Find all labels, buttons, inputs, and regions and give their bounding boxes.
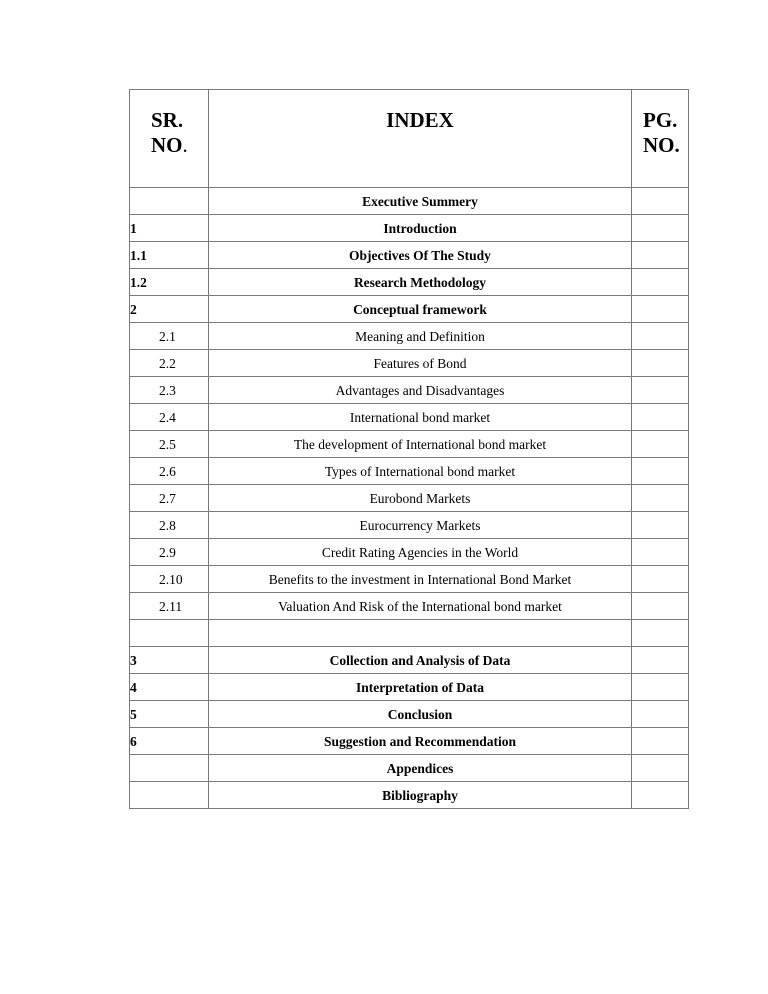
sr-number-cell [130,188,209,215]
sr-header-no: NO [151,133,183,157]
sr-number-cell: 2.3 [130,377,209,404]
sr-number-cell: 2 [130,296,209,323]
sr-number-cell: 2.8 [130,512,209,539]
page-number-cell [632,431,689,458]
page-number-cell [632,323,689,350]
index-title-cell: Appendices [209,755,632,782]
page-number-cell [632,674,689,701]
sr-number-cell: 2.4 [130,404,209,431]
page-number-cell [632,242,689,269]
table-row [130,323,689,350]
sr-number-cell: 5 [130,701,209,728]
table-row [130,377,689,404]
table-row [130,620,689,647]
table-row [130,701,689,728]
sr-header-dot: . [182,133,188,157]
index-title-cell: Types of International bond market [209,458,632,485]
sr-no-header [130,90,209,188]
sr-number-cell: 2.11 [130,593,209,620]
page-number-cell [632,728,689,755]
page-number-cell [632,485,689,512]
index-title-cell: Eurocurrency Markets [209,512,632,539]
table-row [130,188,689,215]
sr-number-cell [130,620,209,647]
pg-header-line2: NO. [643,133,680,157]
page-number-cell [632,647,689,674]
table-row [130,674,689,701]
index-title-cell: Suggestion and Recommendation [209,728,632,755]
index-title-cell [209,620,632,647]
table-row [130,593,689,620]
index-title-cell: Features of Bond [209,350,632,377]
table-row [130,755,689,782]
sr-number-cell: 2.2 [130,350,209,377]
index-title-cell: Conceptual framework [209,296,632,323]
index-title-cell: Conclusion [209,701,632,728]
page-number-cell [632,512,689,539]
index-title-cell: The development of International bond market [209,431,632,458]
page-number-cell [632,377,689,404]
page-number-cell [632,458,689,485]
table-row [130,269,689,296]
sr-number-cell [130,782,209,809]
page-number-cell [632,755,689,782]
sr-number-cell: 4 [130,674,209,701]
pg-no-header [632,90,689,188]
table-row [130,539,689,566]
index-title-cell: Objectives Of The Study [209,242,632,269]
sr-number-cell: 2.1 [130,323,209,350]
index-table [129,89,689,809]
index-title-cell: International bond market [209,404,632,431]
page-number-cell [632,620,689,647]
table-row [130,404,689,431]
table-header-row [130,90,689,188]
sr-number-cell: 1.2 [130,269,209,296]
page-number-cell [632,404,689,431]
index-title-cell: Collection and Analysis of Data [209,647,632,674]
sr-number-cell: 2.6 [130,458,209,485]
table-row [130,458,689,485]
table-row [130,350,689,377]
sr-number-cell: 1 [130,215,209,242]
table-row [130,647,689,674]
page-number-cell [632,215,689,242]
page-number-cell [632,593,689,620]
index-title-cell: Executive Summery [209,188,632,215]
table-row [130,782,689,809]
sr-number-cell: 2.9 [130,539,209,566]
sr-number-cell: 1.1 [130,242,209,269]
index-title-cell: Introduction [209,215,632,242]
page-number-cell [632,539,689,566]
sr-number-cell: 6 [130,728,209,755]
table-row [130,728,689,755]
table-row [130,566,689,593]
page-number-cell [632,350,689,377]
index-title-cell: Interpretation of Data [209,674,632,701]
table-row [130,512,689,539]
sr-number-cell: 3 [130,647,209,674]
page-number-cell [632,566,689,593]
index-title-cell: Advantages and Disadvantages [209,377,632,404]
pg-header-line1: PG. [643,108,678,132]
index-title-cell: Credit Rating Agencies in the World [209,539,632,566]
sr-header-line2 [151,133,208,158]
index-title-cell: Research Methodology [209,269,632,296]
index-title-cell: Valuation And Risk of the International bond market [209,593,632,620]
page-number-cell [632,782,689,809]
table-row [130,242,689,269]
table-row [130,431,689,458]
index-title-cell: Meaning and Definition [209,323,632,350]
table-row [130,215,689,242]
page-number-cell [632,188,689,215]
page-number-cell [632,701,689,728]
sr-number-cell: 2.5 [130,431,209,458]
index-title-cell: Benefits to the investment in International Bond Market [209,566,632,593]
page-number-cell [632,269,689,296]
table-row [130,296,689,323]
sr-number-cell: 2.7 [130,485,209,512]
table-row [130,485,689,512]
index-table-body [130,90,689,809]
index-title-cell: Eurobond Markets [209,485,632,512]
index-title-cell: Bibliography [209,782,632,809]
sr-number-cell: 2.10 [130,566,209,593]
sr-header-line1: SR. [151,108,184,132]
page-number-cell [632,296,689,323]
sr-number-cell [130,755,209,782]
index-header: INDEX [209,90,632,188]
